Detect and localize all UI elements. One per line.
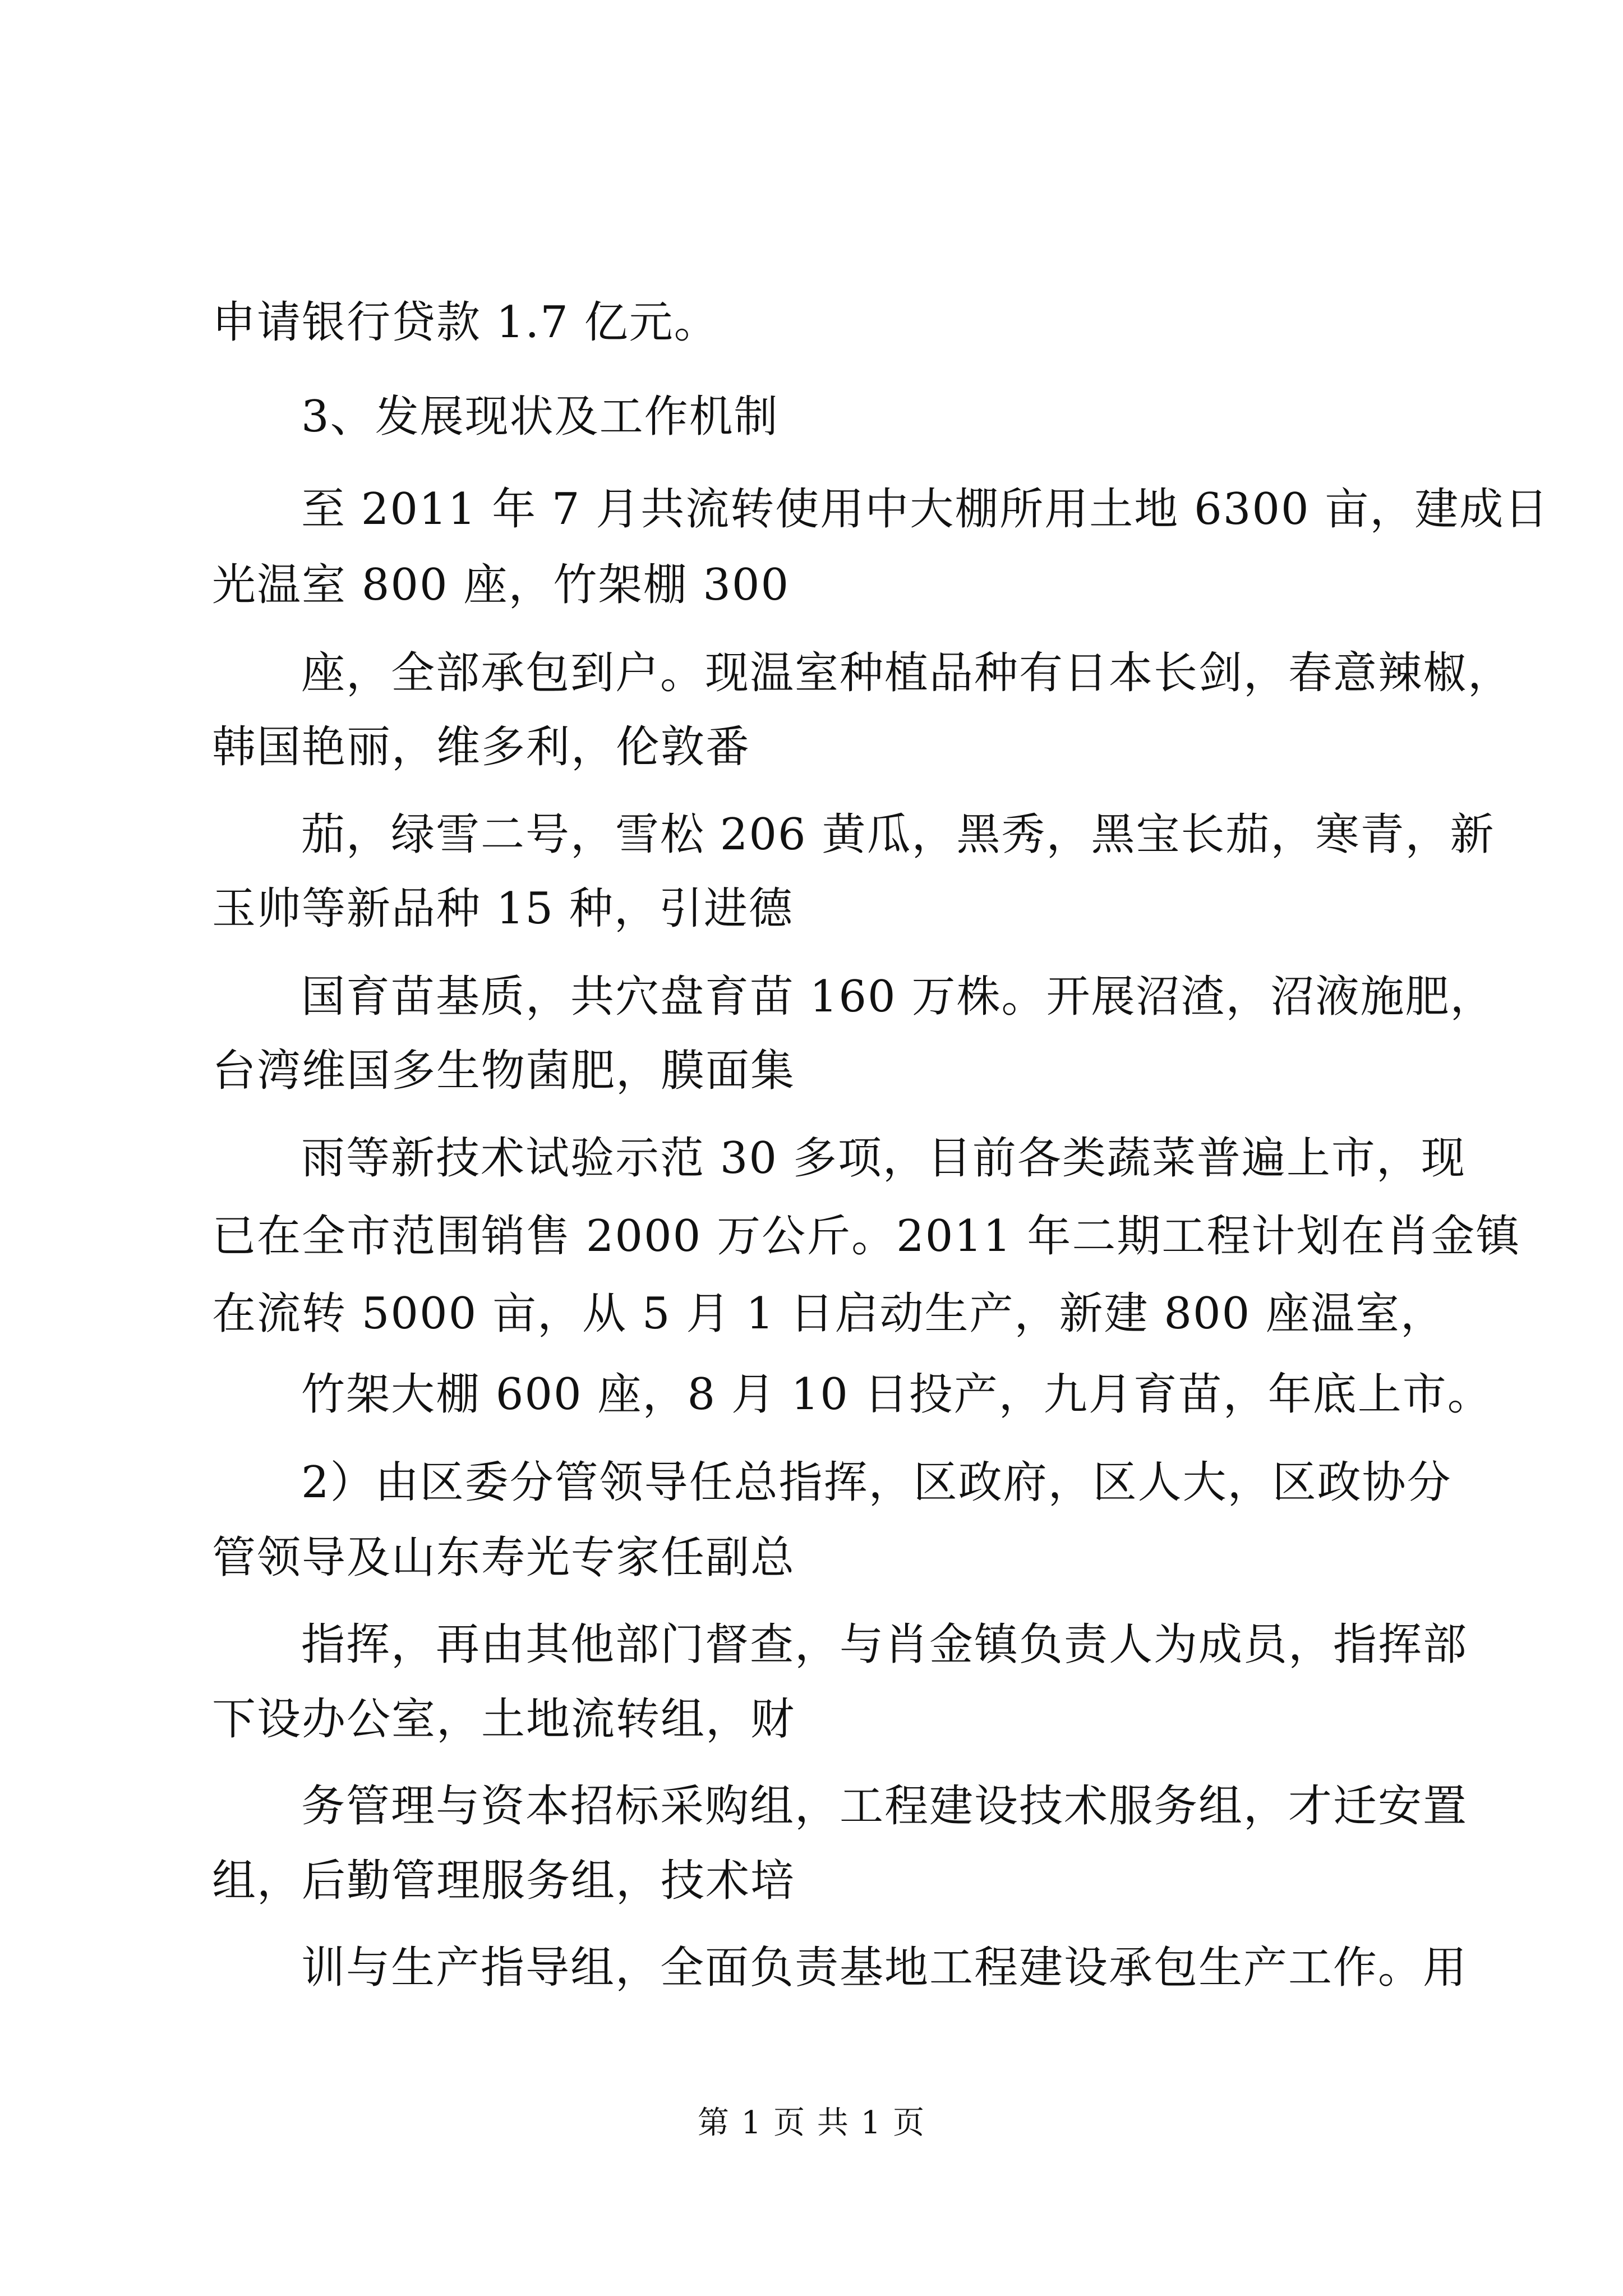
text-line: 雨等新技术试验示范 30 多项，目前各类蔬菜普遍上市，现 [301, 1133, 1466, 1184]
text-line: 光温室 800 座，竹架棚 300 [212, 560, 790, 610]
text-line: 已在全市范围销售 2000 万公斤。2011 年二期工程计划在肖金镇 [212, 1211, 1521, 1262]
text-line: 下设办公室，土地流转组，财 [212, 1694, 796, 1745]
text-line: 训与生产指导组，全面负责基地工程建设承包生产工作。用 [301, 1943, 1468, 1993]
text-line: 指挥，再由其他部门督查，与肖金镇负责人为成员，指挥部 [301, 1619, 1468, 1670]
text-line: 申请银行贷款 1.7 亿元。 [212, 297, 719, 348]
text-line: 韩国艳丽，维多利，伦敦番 [212, 722, 751, 772]
text-line: 务管理与资本招标采购组，工程建设技术服务组，才迁安置 [301, 1781, 1468, 1832]
section-heading: 3、发展现状及工作机制 [301, 392, 779, 442]
text-line: 在流转 5000 亩，从 5 月 1 日启动生产，新建 800 座温室， [212, 1289, 1445, 1339]
text-line: 至 2011 年 7 月共流转使用中大棚所用土地 6300 亩，建成日 [301, 484, 1550, 535]
page-footer: 第 1 页 共 1 页 [697, 2105, 926, 2141]
text-line: 玉帅等新品种 15 种，引进德 [212, 884, 794, 934]
text-line: 2）由区委分管领导任总指挥，区政府，区人大，区政协分 [301, 1457, 1452, 1508]
text-line: 管领导及山东寿光专家任副总 [212, 1533, 796, 1583]
text-line: 台湾维国多生物菌肥，膜面集 [212, 1046, 796, 1096]
text-line: 茄，绿雪二号，雪松 206 黄瓜，黑秀，黑宝长茄，寒青，新 [301, 809, 1495, 860]
text-line: 组，后勤管理服务组，技术培 [212, 1856, 796, 1906]
text-line: 座，全部承包到户。现温室种植品种有日本长剑，春意辣椒， [301, 648, 1513, 698]
text-line: 国育苗基质，共穴盘育苗 160 万株。开展沼渣，沼液施肥， [301, 972, 1495, 1022]
text-line: 竹架大棚 600 座，8 月 10 日投产，九月育苗，年底上市。 [301, 1369, 1492, 1420]
